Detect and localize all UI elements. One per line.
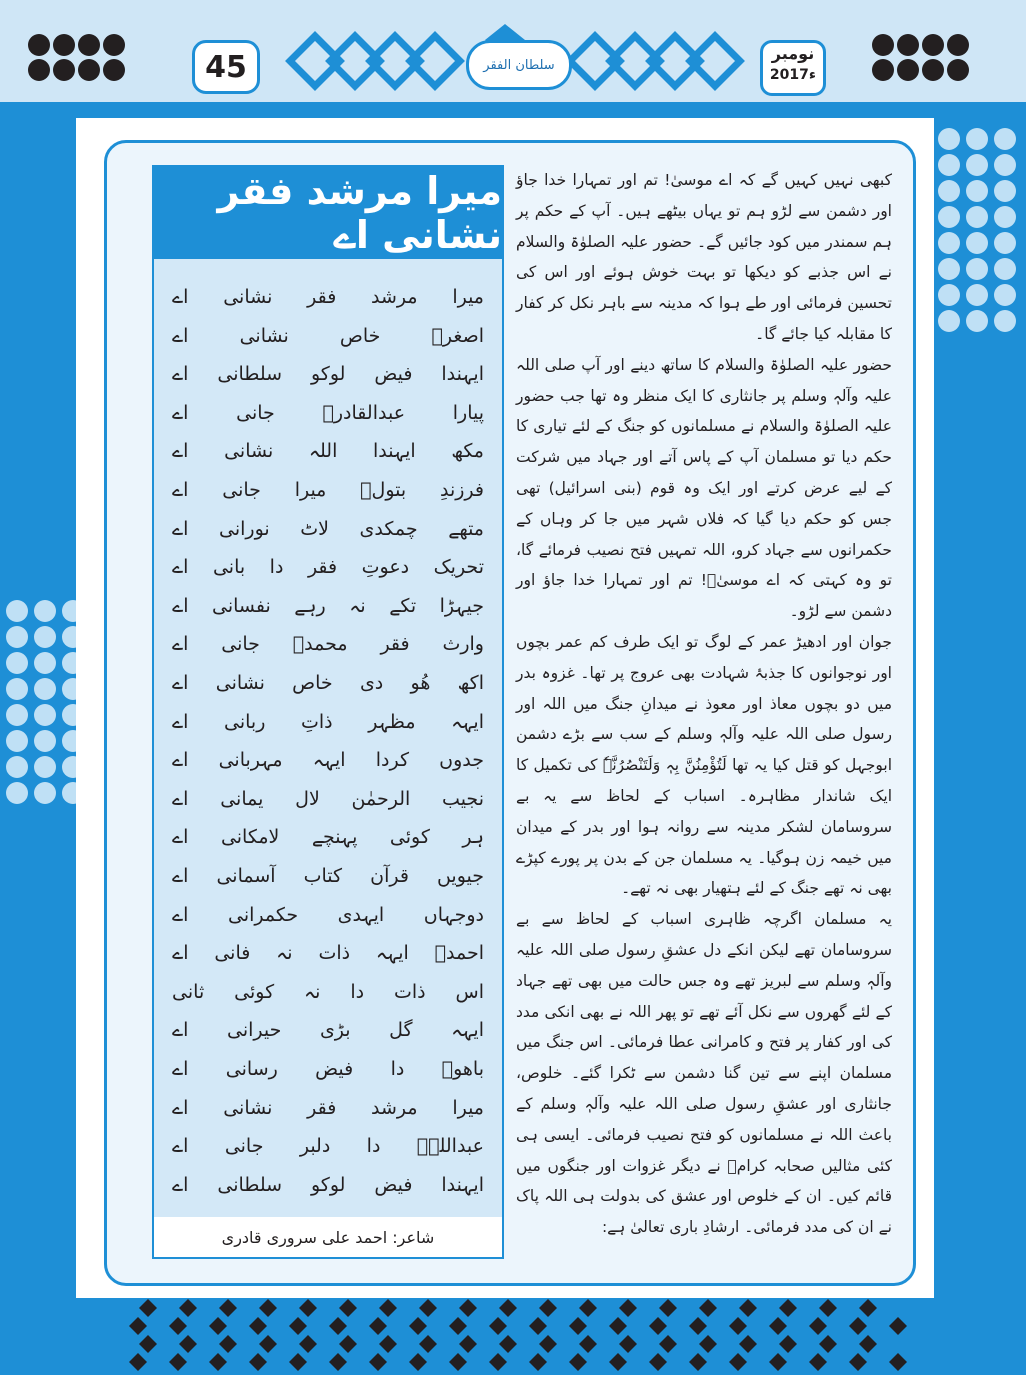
poem-word: نورانی (219, 517, 270, 540)
poem-line (172, 665, 484, 701)
issue-year: 2017ء (769, 67, 817, 83)
poem-word: دا (269, 556, 284, 579)
poem-word: لامکانی (220, 826, 280, 849)
poem-word: مکھ (451, 440, 484, 463)
issue-month: نومبر (771, 44, 815, 63)
poem-line (172, 1090, 484, 1126)
poem-word: اے (172, 401, 189, 424)
poem-line (172, 511, 484, 547)
poem-word: ایہہ (375, 942, 409, 965)
poem-word: مرشد (371, 1096, 418, 1119)
poem-word: ایہندا (373, 440, 416, 463)
poem-word: میرا (452, 286, 484, 308)
poem-word: رہے (294, 594, 326, 617)
poem-word: نجیب (442, 787, 484, 810)
article-paragraph: حضور علیہ الصلوٰۃ والسلام کا ساتھ دینے اور آپ صلی اللہ علیہ وآلہٖ وسلم پر جانثاری کا ایک منظر وہ تھا جب حضور علیہ الصلوٰۃ والسلام نے مسلمانوں کو جنگ کے لئے تیاری کا حکم دیا تو مسلمان آپ کے پاس آتے اور جہاد میں شرکت کے لیے عرض کرتے اور ایک وہ قوم (بنی اسرائیل) تھی جس کو حکم دیا گیا کہ فلاں شہر میں جا کر وہاں کے حکمرانوں سے جہاد کرو، اللہ تمہیں فتح نصیب فرمائے گا، تو وہ کہتی کہ اے موسیٰؑ! تم اور تمہارا خدا جاؤ اور دشمن سے لڑو۔ (516, 355, 892, 621)
poem-word: کوئی (234, 980, 275, 1003)
poem-word: اے (172, 942, 189, 965)
poem-word: فیض (374, 1173, 413, 1196)
poem-word: بتولؑ (360, 479, 407, 501)
poem-word: پیارا (452, 401, 484, 424)
poem-word: خاص (339, 324, 381, 347)
poem-word: فیض (315, 1058, 354, 1080)
poem-word: فیض (374, 363, 413, 386)
poem-line (172, 472, 484, 508)
poem-word: اے (172, 517, 189, 540)
poem-word: جیویں (436, 865, 484, 887)
poem-word: محمدؐ (292, 633, 348, 656)
poem-word: جانی (236, 401, 275, 424)
poem-word: لال (295, 787, 320, 810)
poem-word: اے (172, 903, 189, 926)
poem-line (172, 704, 484, 740)
poem-word: ربانی (224, 710, 266, 733)
poem-word: اے (172, 1096, 189, 1119)
poem-word: اے (172, 440, 189, 463)
poem-word: نشانی (239, 324, 289, 347)
poem-line (172, 1128, 484, 1164)
article-paragraph: یہ مسلمان اگرچہ ظاہری اسباب کے لحاظ سے بے سروسامان تھے لیکن انکے دل عشقِ رسول صلی اللہ علیہ وآلہٖ وسلم سے لبریز تھے وہ جس حالت میں بھی تھے جہاد کے لئے گھروں سے نکل آئے تھے تو پھر اللہ نے بھی انکی مدد کی اور کفار پر فتح و کامرانی عطا فرمائی۔ اس جنگ میں مسلمان اپنے سے تین گنا دشمن سے ٹکرا گئے۔ خلوص، جانثاری اور عشقِ رسول صلی اللہ علیہ وآلہٖ وسلم کے باعث اللہ نے مسلمانوں کو فتح نصیب فرمائی۔ ایسی ہی کئی مثالیں صحابہ کرامؓ نے دیگر غزوات اور جنگوں میں قائم کیں۔ ان کے خلوص اور عشق کی بدولت ہی اللہ پاک نے ان کی مدد فرمائی۔ ارشادِ باری تعالیٰ ہے: (516, 910, 892, 1237)
poem-word: عبداللہؒ (416, 1135, 484, 1158)
poem-word: ایہندا (441, 1173, 484, 1196)
poem-word: اے (172, 286, 189, 308)
poem-word: فرزندِ (439, 479, 484, 501)
poem-line (172, 974, 484, 1010)
poem-word: دا (350, 980, 365, 1003)
poem-line (172, 318, 484, 354)
decorative-dots-side-left (6, 600, 86, 804)
poem-word: اے (172, 324, 189, 347)
poem-word: وارث (442, 633, 484, 656)
poem-word: ھُو (410, 672, 431, 694)
poem-word: ذات (393, 980, 426, 1003)
poem-word: باھوؒ (441, 1058, 484, 1080)
poem-word: ایہہ (312, 749, 346, 772)
poem-word: دا (366, 1135, 381, 1158)
issue-date (760, 40, 826, 96)
decorative-dots-side-right (938, 128, 1018, 332)
poem-word: خاص (292, 672, 333, 694)
poem-word: اے (172, 1135, 189, 1158)
poem-word: حیرانی (227, 1019, 282, 1042)
poem-word: سلطانی (217, 1173, 283, 1196)
poem-word: نشانی (223, 286, 273, 308)
poem-line (172, 781, 484, 817)
poem-word: بڑی (319, 1019, 351, 1042)
poem-word: اللہ (308, 440, 338, 463)
poem-word: جدوں (439, 749, 484, 772)
poem-word: بانی (212, 556, 246, 579)
poem-word: اے (172, 633, 189, 656)
poem-line (172, 626, 484, 662)
poem-line (172, 433, 484, 469)
poem-word: ایہندا (441, 363, 484, 386)
poem-title: میرا مرشد فقر نشانی اے (154, 167, 502, 259)
poem-word: مرشد (371, 286, 418, 308)
poem-word: مہربانی (218, 749, 283, 772)
poem-word: اے (172, 1019, 189, 1042)
poem-word: احمدؐ (434, 942, 484, 965)
poem-word: فقر (307, 286, 337, 308)
poem-line (172, 588, 484, 624)
poem-word: دی (359, 672, 384, 694)
poem-line (172, 395, 484, 431)
article-body (516, 165, 892, 1243)
poem-line (172, 897, 484, 933)
poem-word: نہ (276, 942, 293, 965)
poem-word: اے (172, 594, 189, 617)
poem-word: کردا (375, 749, 409, 772)
poem-line (172, 858, 484, 894)
poem-word: دوجہاں (423, 903, 484, 926)
poem-word: جانی (221, 633, 260, 656)
poem-word: ذاتِ (300, 710, 333, 733)
poem-line (172, 819, 484, 855)
article-paragraph: کبھی نہیں کہیں گے کہ اے موسیٰ! تم اور تمہارا خدا جاؤ اور دشمن سے لڑو ہم تو یہاں بیٹھے ہیں۔ آپ کے حکم پر ہم سمندر میں کود جائیں گے۔ حضور علیہ الصلوٰۃ والسلام نے اس جذبے کو دیکھا تو بہت خوش ہوئے اور اس کی تحسین فرمائی اور طے ہوا کہ مدینہ سے باہر نکل کر کفار کا مقابلہ کیا جائے گا۔ (516, 171, 892, 343)
poet-credit: شاعر: احمد علی سروری قادری (154, 1217, 502, 1257)
footer-diamond-border (118, 1298, 908, 1375)
poem-line (172, 1051, 484, 1087)
poem-word: لوکو (310, 1173, 346, 1196)
poem-word: مظہر (368, 710, 416, 733)
poem-word: کوئی (389, 826, 430, 849)
poem-word: اے (172, 865, 189, 887)
poem-line (172, 935, 484, 971)
page-number: 45 (192, 40, 260, 94)
poem-word: چمکدی (359, 517, 418, 540)
poem-word: کتاب (303, 865, 343, 887)
magazine-logo: سلطان الفقر (466, 40, 572, 90)
poem-word: اے (172, 787, 189, 810)
poem-word: میرا (452, 1096, 484, 1119)
decorative-dots-right (872, 34, 969, 81)
poem-word: ثانی (172, 980, 205, 1003)
poem-line (172, 1012, 484, 1048)
poem-word: دعوتِ (361, 556, 410, 579)
poem-word: تحریک (433, 556, 484, 579)
poem-word: نہ (349, 594, 366, 617)
poem-word: دا (390, 1058, 405, 1080)
poem-word: نہ (304, 980, 321, 1003)
poem-word: گل (389, 1019, 413, 1042)
poem-word: نفسانی (212, 594, 271, 617)
poem-line (172, 356, 484, 392)
poem-word: جیہڑا (439, 594, 484, 617)
poem-word: فقر (380, 633, 410, 656)
poem-word: رسانی (225, 1058, 278, 1080)
poem-word: جانی (222, 479, 261, 501)
poem-word: اکھ (457, 672, 484, 694)
poem-word: آسمانی (216, 865, 276, 887)
poem-word: فانی (214, 942, 251, 965)
poem-word: اے (172, 1173, 189, 1196)
poem-word: اس (455, 980, 484, 1003)
poem-word: میرا (294, 479, 327, 501)
article-paragraph: جوان اور ادھیڑ عمر کے لوگ تو ایک طرف کم عمر بچوں اور نوجوانوں کا جذبۂ شہادت بھی عروج پر تھا۔ غزوہ بدر میں دو بچوں معاذ اور معوذ نے میدانِ جنگ میں اللہ اور رسول صلی اللہ علیہ وآلہٖ وسلم کے سب سے بڑے دشمن ابوجہل کو قتل کیا یہ تھا لَتُؤْمِنُنَّ بِہٖ وَلَتَنْصُرُنَّہٗ کی تکمیل کا ایک شاندار مظاہرہ۔ اسباب کے لحاظ سے یہ بے سروسامان لشکر مدینہ سے روانہ ہوا اور بدر کے میدان میں خیمہ زن ہوگیا۔ یہ مسلمان جن کے بدن پر پورے کپڑے بھی نہ تھے جنگ کے لئے ہتھیار بھی نہ تھے۔ (516, 632, 892, 898)
poem-word: اے (172, 749, 189, 772)
poem-word: نشانی (215, 672, 265, 694)
poem-word: اے (172, 826, 189, 849)
poem-box (152, 165, 504, 1259)
poem-word: اصغرؒ (431, 324, 484, 347)
poem-word: متھے (448, 517, 484, 540)
poem-word: لوکو (310, 363, 346, 386)
poem-word: حکمرانی (227, 903, 299, 926)
poem-word: نشانی (224, 440, 274, 463)
decorative-dots-left (28, 34, 125, 81)
poem-word: اے (172, 672, 189, 694)
poem-word: ایہہ (451, 710, 484, 733)
poem-word: عبدالقادرؓ (322, 401, 406, 424)
poem-word: الرحمٰن (351, 787, 411, 810)
poem-line (172, 279, 484, 315)
poem-line (172, 742, 484, 778)
poem-word: اے (172, 1058, 189, 1080)
poem-word: جانی (224, 1135, 264, 1158)
poem-word: نشانی (223, 1096, 273, 1119)
poem-word: سلطانی (217, 363, 283, 386)
poem-word: ہر (462, 826, 484, 849)
poem-line (172, 549, 484, 585)
poem-word: ایہہ (451, 1019, 484, 1042)
poem-word: دلبر (299, 1135, 331, 1158)
poem-word: فقر (307, 556, 338, 579)
poem-line (172, 1167, 484, 1203)
poem-word: پہنچے (311, 826, 358, 849)
poem-word: لاٹ (300, 517, 329, 540)
poem-word: اے (172, 710, 189, 733)
poem-word: ایہدی (337, 903, 385, 926)
poem-word: ذات (318, 942, 351, 965)
poem-word: اے (172, 479, 189, 501)
poem-word: اے (172, 363, 189, 386)
poem-word: اے (172, 556, 189, 579)
poem-word: تکے (389, 594, 417, 617)
poem-word: یمانی (220, 787, 264, 810)
poem-word: فقر (307, 1096, 337, 1119)
poem-word: قرآن (370, 865, 409, 887)
